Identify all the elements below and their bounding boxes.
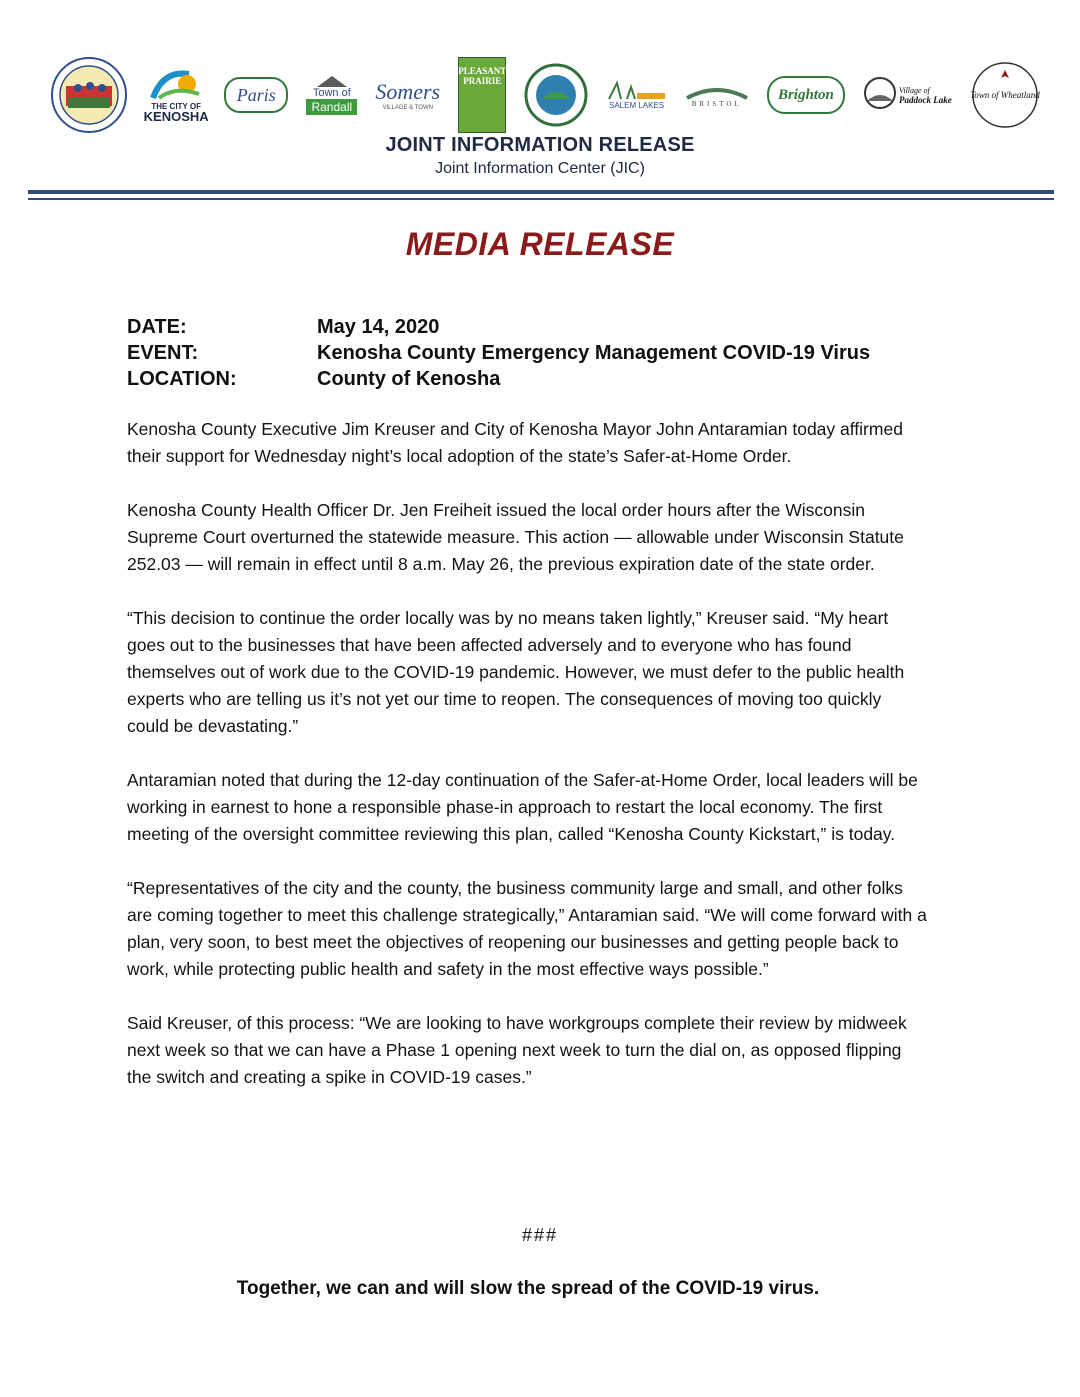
bristol-logo: [685, 82, 749, 108]
wheatland-text: Town of Wheatland: [970, 90, 1040, 100]
town-of-randall-logo: [306, 75, 357, 115]
bristol-text: BRISTOL: [691, 100, 742, 108]
body-paragraph: Kenosha County Executive Jim Kreuser and City of Kenosha Mayor John Antaramian today affirmed their support for Wednesday night’s local adoption of the state’s Safer-at-Home Order.: [127, 419, 903, 466]
closing-statement: Together, we can and will slow the spread of the COVID-19 virus.: [236, 1278, 820, 1299]
meta-label: EVENT:: [127, 342, 199, 364]
kenosha-county-seal-logo: [50, 56, 128, 134]
brighton-text: Brighton: [777, 86, 834, 103]
meta-value: County of Kenosha: [317, 368, 501, 390]
paddock-lake-line2: Paddock Lake: [899, 94, 952, 105]
brighton-logo: [767, 76, 845, 114]
town-of-wheatland-logo: [970, 90, 1040, 100]
joint-information-release-title: JOINT INFORMATION RELEASE: [385, 134, 695, 156]
salem-lakes-logo: [607, 81, 667, 110]
meta-label: DATE:: [127, 316, 187, 338]
somers-logo: [375, 79, 440, 111]
somers-text: Somers: [375, 79, 441, 104]
city-kenosha-line1: THE CITY OF: [151, 101, 201, 111]
body-paragraph: Antaramian noted that during the 12-day continuation of the Safer-at-Home Order, local leaders will be working in earnest to hone a responsible phase-in approach to restart the local economy. The first meeting of the oversight committee reviewing this plan, called “Kenosha County Kickstart,” is today.: [127, 770, 918, 844]
body-paragraph: “This decision to continue the order locally was by no means taken lightly,” Kreuser said. “My heart goes out to the businesses that have been affected adversely and to everyone who has found themselves out of work due to the COVID-19 pandemic. However, we must defer to the public health experts who are telling us it’s not yet our time to reopen. The consequences of moving too quickly could be devastating.”: [127, 608, 905, 736]
meta-value: Kenosha County Emergency Management COVID-19 Virus: [317, 342, 871, 364]
body-paragraph: Said Kreuser, of this process: “We are looking to have workgroups complete their review by midweek next week so that we can have a Phase 1 opening next week to turn the dial on, as opposed flipping the switch and creating a spike in COVID-19 cases.”: [127, 1013, 907, 1087]
meta-row-date: [127, 314, 870, 340]
city-of-kenosha-logo: [143, 68, 209, 124]
release-body: [127, 416, 927, 1118]
body-paragraph: “Representatives of the city and the county, the business community large and small, and other folks are coming together to meet this challenge strategically,” Antaramian said. “We will come forward with a plan, very soon, to best meet the objectives of reopening our businesses and getting people back to work, while protecting public health and safety in the most effective ways possible.”: [127, 878, 927, 979]
meta-row-event: [127, 340, 870, 366]
paris-text: Paris: [236, 84, 276, 105]
meta-value: May 14, 2020: [317, 316, 440, 338]
paris-logo: [224, 77, 288, 113]
joint-information-center-subtitle: Joint Information Center (JIC): [435, 160, 645, 177]
media-release-title: MEDIA RELEASE: [405, 226, 675, 262]
end-separator: ###: [521, 1225, 559, 1245]
randall-line2: Randall: [306, 99, 357, 115]
body-paragraph: Kenosha County Health Officer Dr. Jen Freiheit issued the local order hours after the Wisconsin Supreme Court overturned the statewide measure. This action — allowable under Wisconsin Statute 252.03 — will remain in effect until 8 a.m. May 26, the previous expiration date of the state order.: [127, 500, 904, 574]
paddock-lake-line1: Village of: [899, 85, 930, 95]
randall-line1: Town of: [312, 87, 351, 99]
header-rule-thin: [28, 198, 1054, 200]
pleasant-prairie-logo: [458, 57, 506, 133]
meta-label: LOCATION:: [127, 368, 237, 390]
somers-sub: VILLAGE & TOWN: [382, 105, 433, 111]
meta-row-location: [127, 366, 870, 392]
salem-lakes-text: SALEM LAKES: [609, 100, 665, 110]
paddock-lake-logo: [863, 75, 952, 115]
release-meta: [127, 314, 870, 392]
pleasant-prairie-line1: PLEASANT: [458, 66, 507, 76]
municipality-logos-row: [50, 50, 1040, 140]
city-kenosha-line2: KENOSHA: [143, 108, 209, 124]
twin-lakes-logo: [524, 63, 588, 127]
header-rule-thick: [28, 190, 1054, 194]
pleasant-prairie-line2: PRAIRIE: [463, 76, 502, 86]
